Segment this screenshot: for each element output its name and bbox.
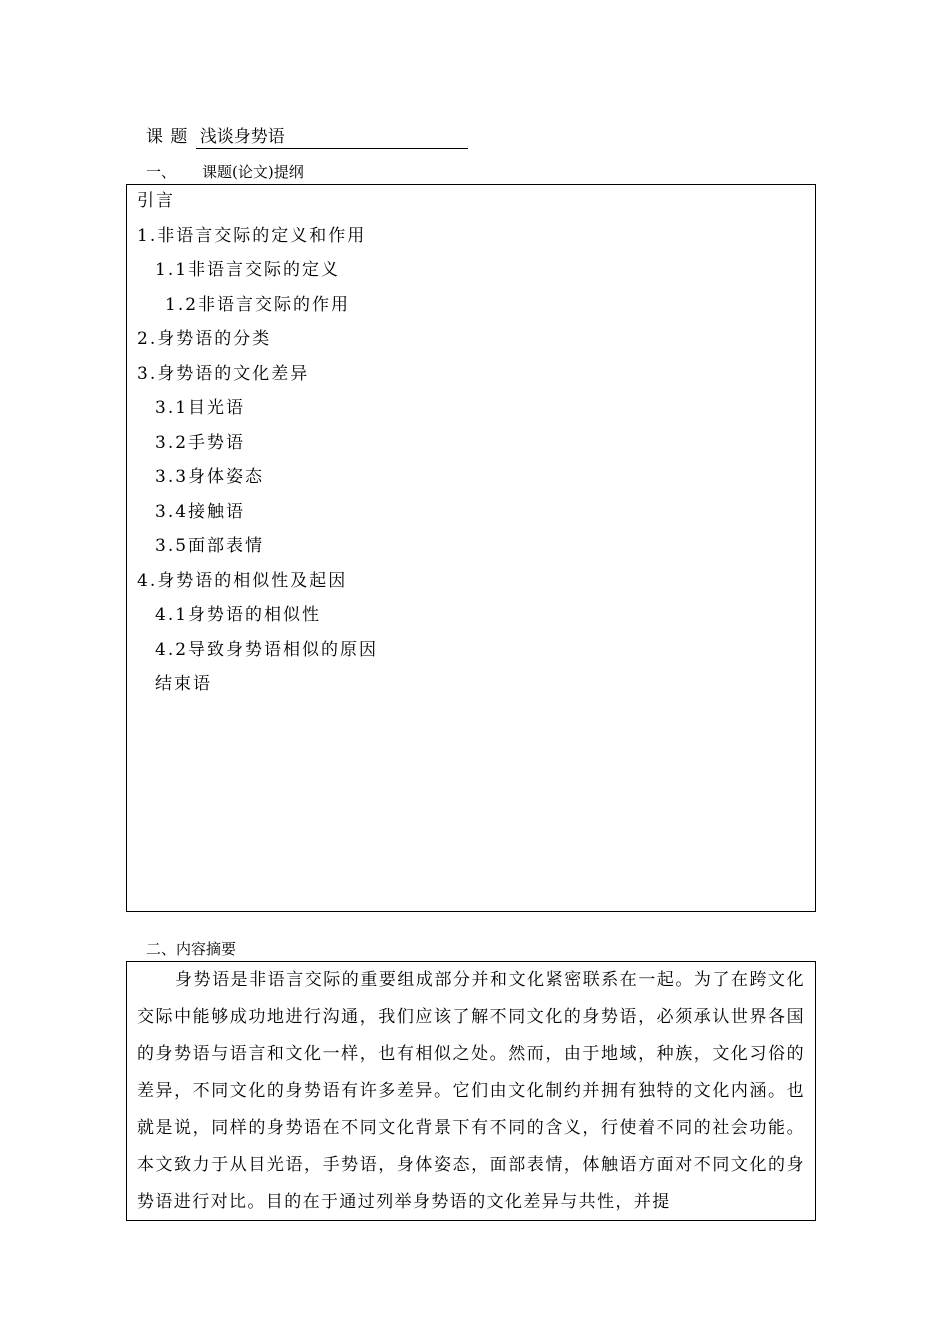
- outline-item: 3.2手势语: [155, 432, 246, 453]
- abstract-box: [126, 961, 816, 1221]
- outline-item: 引言: [137, 191, 175, 211]
- outline-list: [127, 185, 815, 705]
- outline-item: 4.身势语的相似性及起因: [137, 570, 348, 591]
- outline-item: 3.5面部表情: [155, 536, 265, 556]
- outline-item: 1.1非语言交际的定义: [155, 260, 341, 280]
- outline-heading: [146, 163, 304, 181]
- topic-value: 浅谈身势语: [196, 127, 468, 149]
- abstract-heading: 二、内容摘要: [146, 940, 237, 958]
- abstract-text: 身势语是非语言交际的重要组成部分并和文化紧密联系在一起。为了在跨文化交际中能够成功地进行沟通，我们应该了解不同文化的身势语，必须承认世界各国的身势语与语言和文化一样，也有相似之处。然而，由于地域，种族，文化习俗的差异，不同文化的身势语有许多差异。它们由文化制约并拥有独特的文化内涵。也就是说，同样的身势语在不同文化背景下有不同的含义，行使着不同的社会功能。本文致力于从目光语，手势语，身体姿态，面部表情，体触语方面对不同文化的身势语进行对比。目的在于通过列举身势语的文化差异与共性，并提: [137, 970, 805, 1212]
- outline-heading-number: 一、: [146, 163, 177, 181]
- topic-label: 课 题: [146, 127, 189, 147]
- outline-item: 1.2非语言交际的作用: [165, 294, 351, 315]
- outline-heading-title: 课题(论文)提纲: [202, 163, 304, 181]
- outline-item: 1.非语言交际的定义和作用: [137, 225, 367, 246]
- outline-item: 4.2导致身势语相似的原因: [155, 639, 379, 660]
- outline-box: [126, 184, 816, 912]
- outline-item: 3.4接触语: [155, 501, 246, 522]
- outline-item: 3.3身体姿态: [155, 467, 265, 487]
- topic-line: [146, 126, 468, 149]
- outline-item: 结束语: [155, 674, 212, 694]
- outline-item: 2.身势语的分类: [137, 329, 272, 349]
- outline-item: 4.1身势语的相似性: [155, 605, 322, 625]
- outline-item: 3.身势语的文化差异: [137, 363, 310, 384]
- outline-item: 3.1目光语: [155, 398, 246, 418]
